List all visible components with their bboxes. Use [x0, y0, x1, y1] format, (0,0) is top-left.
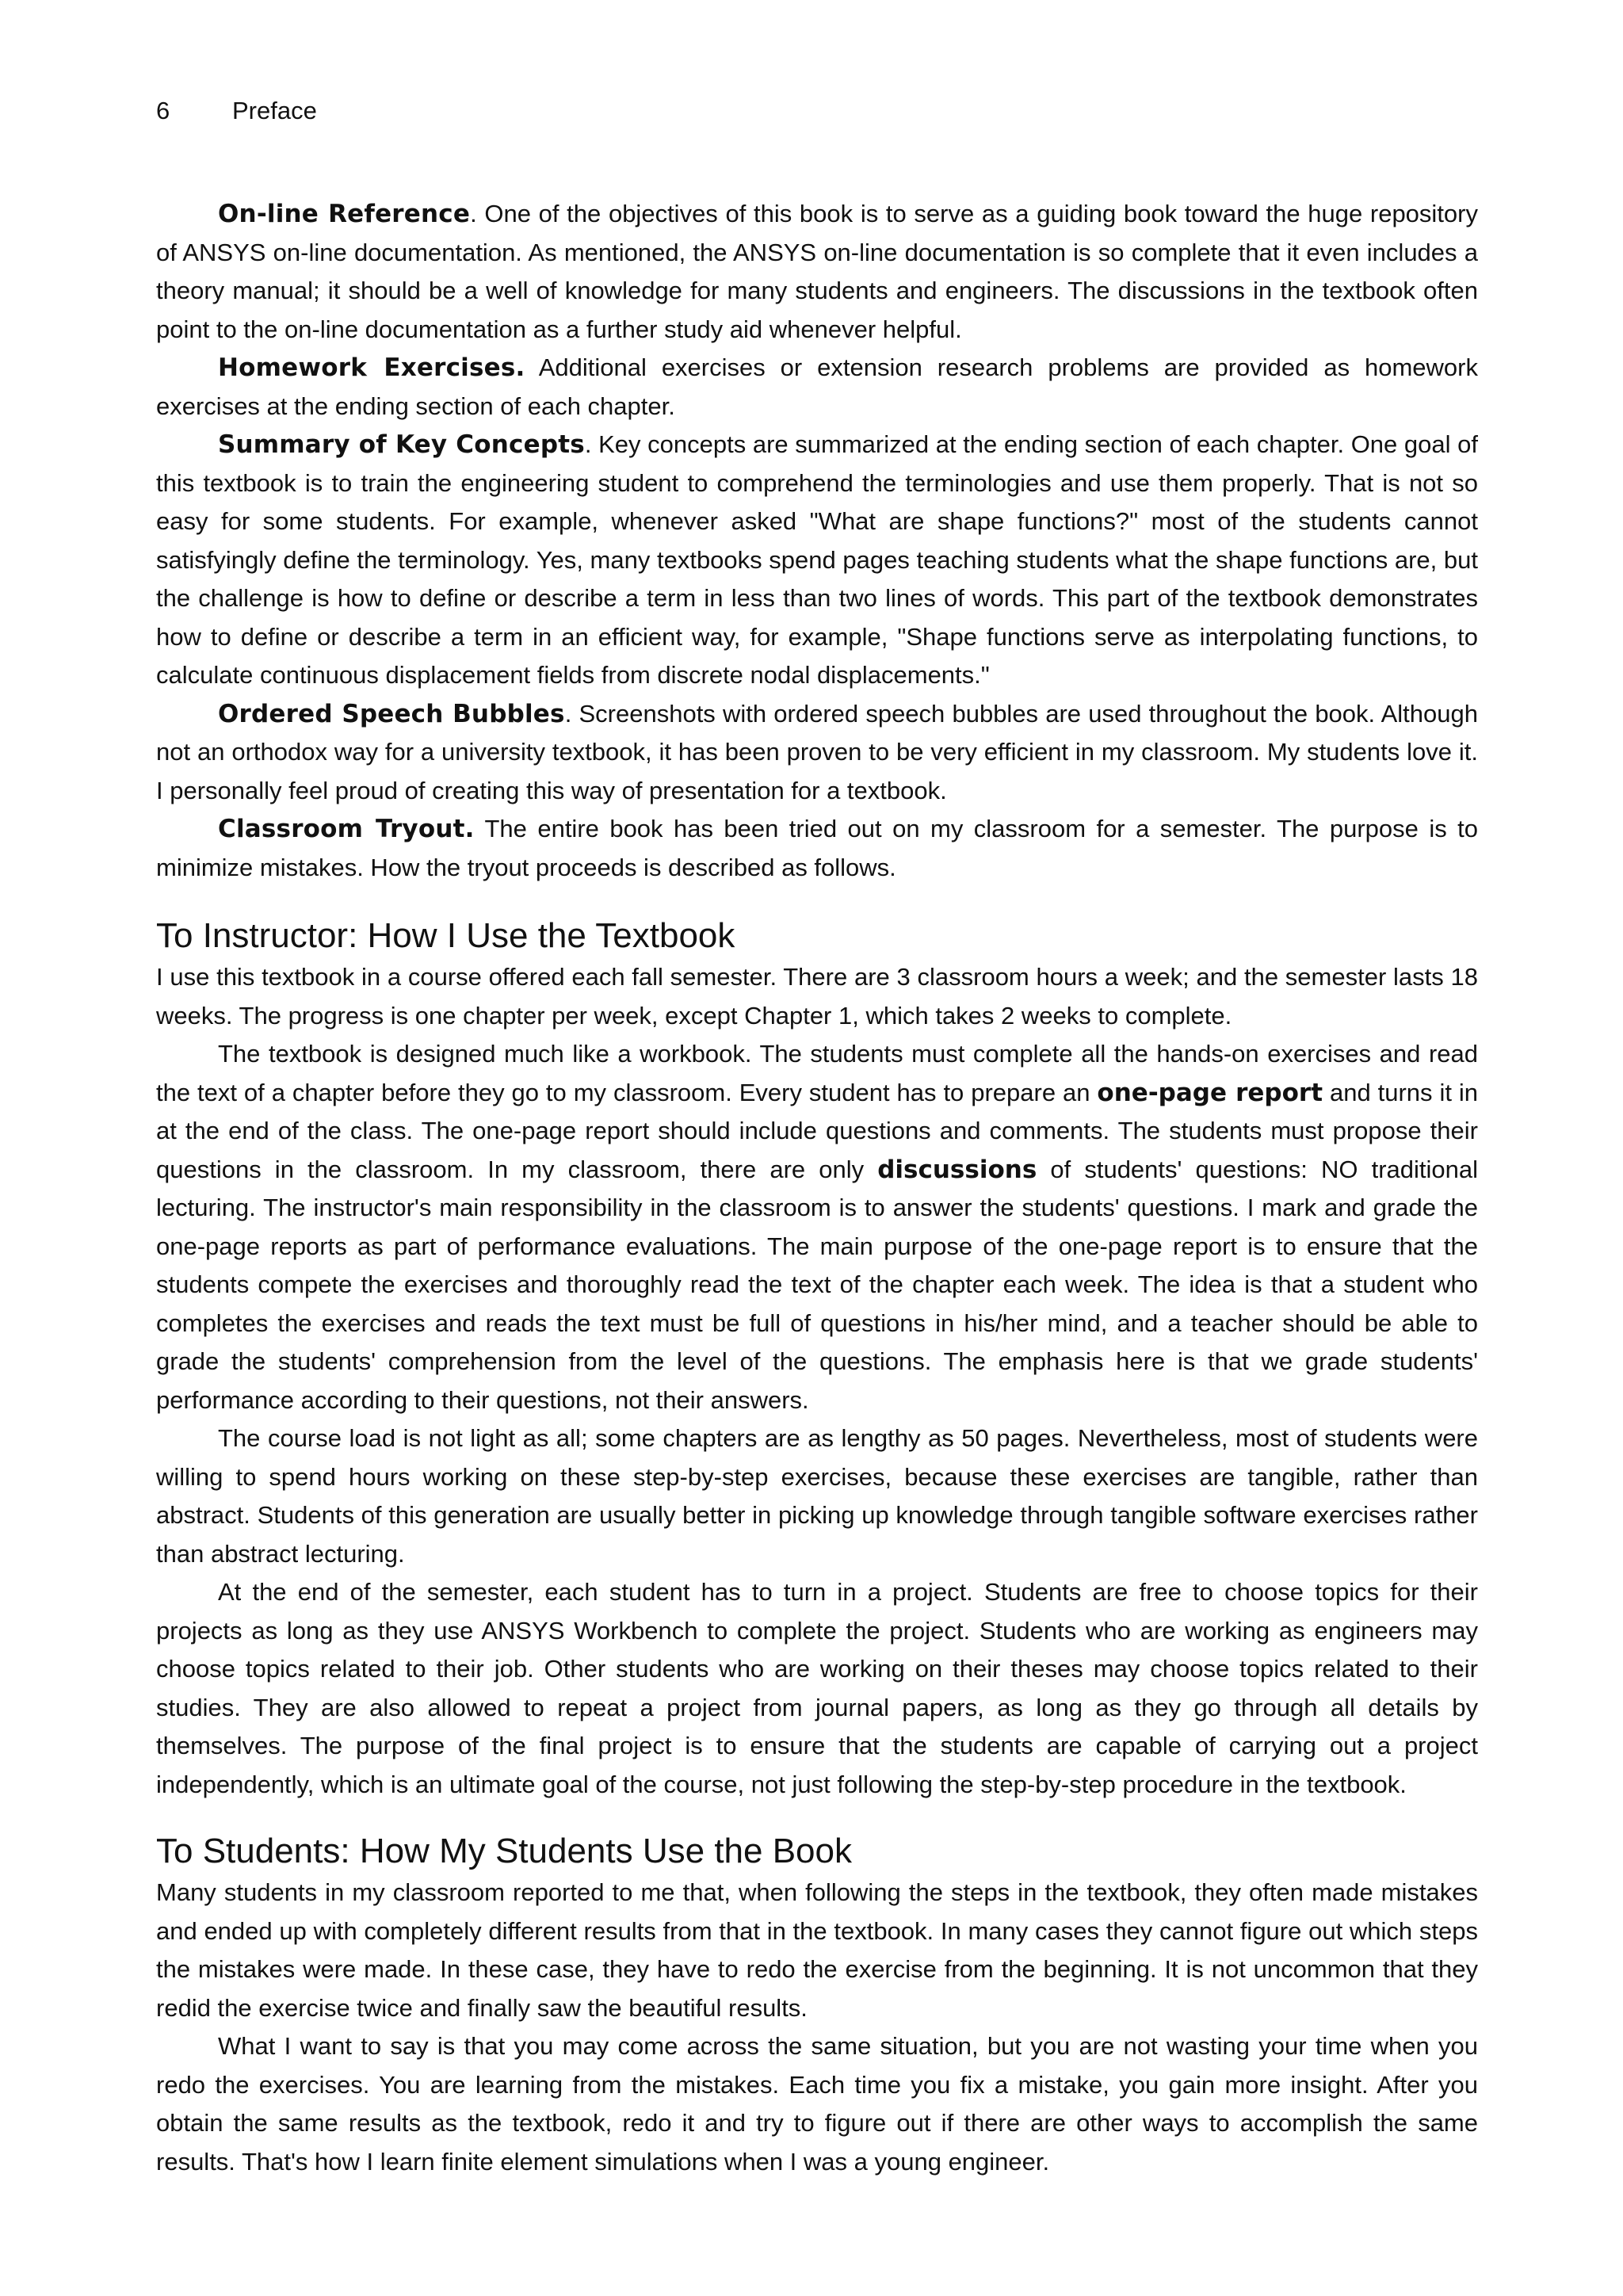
text-run: The textbook is designed much like a workbook. The students must complete all the hands-on exercises and read the text of a chapter before they go to my classroom. Every student has to prepare an — [156, 1040, 1478, 1106]
feature-lead-punct: . — [564, 699, 572, 728]
feature-lead: Ordered Speech Bubbles — [218, 699, 565, 728]
page-number: 6 — [156, 97, 170, 124]
feature-lead-punct: . — [470, 200, 477, 227]
feature-lead: Homework Exercises. — [218, 353, 525, 382]
feature-paragraph-classroom-tryout — [156, 810, 1478, 887]
feature-text: Additional exercises or extension research problems are provided as homework exercises at the ending section of each chapter. — [156, 353, 1478, 420]
instructor-paragraph: I use this textbook in a course offered each fall semester. There are 3 classroom hours a week; and the semester lasts 18 weeks. The progress is one chapter per week, except Chapter 1, which takes 2 weeks to complete. — [156, 963, 1478, 1030]
text-run: and turns it in at the end of the class. The one-page report should include questions and comments. The students must propose their questions in the classroom. In my classroom, there are only — [156, 1078, 1479, 1183]
bold-term: discussions — [877, 1155, 1037, 1184]
feature-text: Screenshots with ordered speech bubbles are used throughout the book. Although not an orthodox way for a university textbook, it has been proven to be very efficient in my classroom. My students love it. I personally feel proud of creating this way of presentation for a textbook. — [156, 699, 1479, 804]
feature-text: One of the objectives of this book is to serve as a guiding book toward the huge repository of ANSYS on-line documentation. As mentioned, the ANSYS on-line documentation is so complete that it even includes a theory manual; it should be a well of knowledge for many students and engineers. The discussions in the textbook often point to the on-line documentation as a further study aid whenever helpful. — [156, 200, 1478, 343]
instructor-paragraph: At the end of the semester, each student has to turn in a project. Students are free to choose topics for their projects as long as they use ANSYS Workbench to complete the project. Students who are working as engineers may choose topics related to their job. Other students who are working on their theses may choose topics related to their studies. They are also allowed to repeat a project from journal papers, as long as they go through all details by themselves. The purpose of the final project is to ensure that the students are capable of carrying out a project independently, which is an ultimate goal of the course, not just following the step-by-step procedure in the textbook. — [156, 1578, 1478, 1798]
feature-lead: Summary of Key Concepts — [218, 430, 585, 459]
feature-text: The entire book has been tried out on my classroom for a semester. The purpose is to minimize mistakes. How the tryout proceeds is described as follows. — [156, 815, 1479, 881]
feature-paragraph-key-concepts — [156, 426, 1478, 695]
section-heading-instructor: To Instructor: How I Use the Textbook — [156, 916, 735, 955]
section-title: Preface — [232, 97, 317, 124]
feature-lead: Classroom Tryout. — [218, 815, 475, 843]
feature-paragraph-homework — [156, 349, 1478, 426]
feature-text: Key concepts are summarized at the ending section of each chapter. One goal of this textbook is to train the engineering student to comprehend the terminologies and use them properly. That is not so easy for some students. For example, whenever asked "What are shape functions?" most of the students cannot satisfyingly define the terminology. Yes, many textbooks spend pages teaching students what the shape functions are, but the challenge is how to define or describe a term in less than two lines of words. This part of the textbook demonstrates how to define or describe a term in an efficient way, for example, "Shape functions serve as interpolating functions, to calculate continuous displacement fields from discrete nodal displacements." — [156, 430, 1478, 689]
feature-paragraph-online-reference — [156, 195, 1478, 349]
bold-term: one-page report — [1097, 1078, 1323, 1107]
feature-lead: On-line Reference — [218, 200, 471, 228]
feature-paragraph-speech-bubbles — [156, 695, 1478, 811]
text-run: of students' questions: NO traditional lecturing. The instructor's main responsibility in the classroom is to answer the students' questions. I mark and grade the one-page reports as part of performance evaluations. The main purpose of the one-page report is to ensure that the students compete the exercises and thoroughly read the text of the chapter each week. The idea is that a student who completes the exercises and reads the text must be full of questions in his/her mind, and a teacher should be able to grade the students' comprehension from the level of the questions. The emphasis here is that we grade students' performance according to their questions, not their answers. — [156, 1155, 1478, 1414]
feature-lead-punct: . — [584, 430, 592, 458]
instructor-paragraph: The course load is not light as all; some chapters are as lengthy as 50 pages. Nevertheless, most of students were willing to spend hours working on these step-by-step exercises, because these exercises are tangible, rather than abstract. Students of this generation are usually better in picking up knowledge through tangible software exercises rather than abstract lecturing. — [156, 1424, 1478, 1568]
students-paragraph: Many students in my classroom reported to me that, when following the steps in the textbook, they often made mistakes and ended up with completely different results from that in the textbook. In many cases they cannot figure out which steps the mistakes were made. In these case, they have to redo the exercise from the beginning. It is not uncommon that they redid the exercise twice and finally saw the beautiful results. — [156, 1878, 1478, 2022]
instructor-paragraph — [156, 1035, 1478, 1419]
students-paragraph: What I want to say is that you may come across the same situation, but you are not wasting your time when you redo the exercises. You are learning from the mistakes. Each time you fix a mistake, you gain more insight. After you obtain the same results as the textbook, redo it and try to figure out if there are other ways to accomplish the same results. That's how I learn finite element simulations when I was a young engineer. — [156, 2032, 1478, 2176]
section-heading-students: To Students: How My Students Use the Book — [156, 1832, 853, 1870]
running-head — [156, 94, 317, 128]
page-body — [156, 195, 1478, 2181]
